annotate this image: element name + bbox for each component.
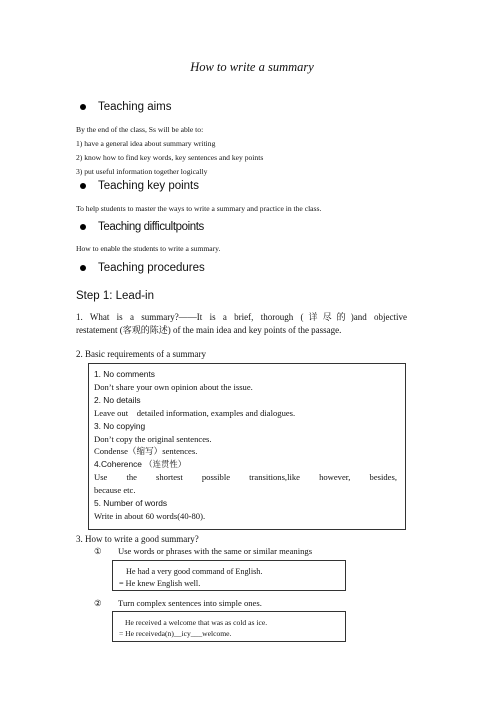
requirement-text: Condense（缩写）sentences. bbox=[94, 446, 198, 457]
bullet-icon bbox=[80, 265, 86, 271]
section-heading-difficult-points bbox=[76, 221, 204, 233]
difficult-points-text: How to enable the students to write a summary. bbox=[76, 244, 221, 253]
bullet-icon bbox=[80, 183, 86, 189]
requirements-heading: 2. Basic requirements of a summary bbox=[76, 349, 206, 359]
tip-row bbox=[94, 546, 312, 557]
example-original: He had a very good command of English. bbox=[126, 567, 263, 576]
step-title: Step 1: Lead-in bbox=[76, 290, 155, 302]
section-heading-text: Teaching procedures bbox=[98, 262, 205, 274]
summary-definition-line: restatement (客观的陈述) of the main idea and key points of the passage. bbox=[76, 325, 342, 335]
example-rewrite: = He knew English well. bbox=[119, 578, 201, 588]
requirement-text: Use the shortest possible transitions,like however, besides, bbox=[94, 472, 397, 483]
requirement-title: 2. No details bbox=[94, 394, 141, 405]
requirement-text: Leave out detailed information, examples and dialogues. bbox=[94, 407, 296, 418]
requirement-title: 3. No copying bbox=[94, 420, 146, 431]
section-heading-text: Teaching aims bbox=[98, 101, 172, 113]
aims-line: 3) put useful information together logically bbox=[76, 167, 208, 176]
bullet-icon bbox=[80, 224, 86, 230]
example-original: He received a welcome that was as cold as ice. bbox=[125, 618, 268, 627]
requirement-title: 5. Number of words bbox=[94, 498, 168, 509]
tip-text: Use words or phrases with the same or similar meanings bbox=[118, 546, 313, 556]
tip-number: ② bbox=[94, 598, 102, 608]
tip-row bbox=[94, 598, 262, 609]
requirement-title: 4.Coherence （连贯性） bbox=[94, 459, 187, 470]
aims-line: 1) have a general idea about summary writing bbox=[76, 139, 216, 148]
requirement-text: because etc. bbox=[94, 485, 136, 496]
section-heading-text: Teaching key points bbox=[98, 180, 200, 192]
example-box bbox=[112, 560, 346, 591]
tip-text: Turn complex sentences into simple ones. bbox=[118, 598, 262, 608]
requirement-text: Don’t share your own opinion about the issue. bbox=[94, 381, 253, 392]
requirement-text: Write in about 60 words(40-80). bbox=[94, 510, 206, 521]
section-heading-key-points bbox=[76, 180, 199, 192]
example-rewrite: = He receiveda(n)__icy___welcome. bbox=[119, 629, 232, 638]
requirement-title: 1. No comments bbox=[94, 369, 155, 379]
summary-definition-line: 1. What is a summary?——It is a brief, thorough (详尽的)and objective bbox=[76, 312, 407, 322]
example-box bbox=[112, 611, 346, 642]
bullet-icon bbox=[80, 104, 86, 110]
page-title: How to write a summary bbox=[190, 60, 314, 74]
section-heading-text: Teaching difficultpoints bbox=[98, 221, 204, 233]
section-heading-aims bbox=[76, 101, 172, 113]
tip-number: ① bbox=[94, 546, 102, 556]
key-points-text: To help students to master the ways to write a summary and practice in the class. bbox=[76, 204, 322, 213]
requirement-text: Don’t copy the original sentences. bbox=[94, 433, 212, 444]
how-to-heading: 3. How to write a good summary? bbox=[76, 534, 199, 544]
aims-line: By the end of the class, Ss will be able to: bbox=[76, 125, 204, 134]
requirements-box bbox=[88, 363, 406, 530]
section-heading-procedures bbox=[76, 262, 205, 274]
aims-line: 2) know how to find key words, key sentences and key points bbox=[76, 153, 264, 162]
